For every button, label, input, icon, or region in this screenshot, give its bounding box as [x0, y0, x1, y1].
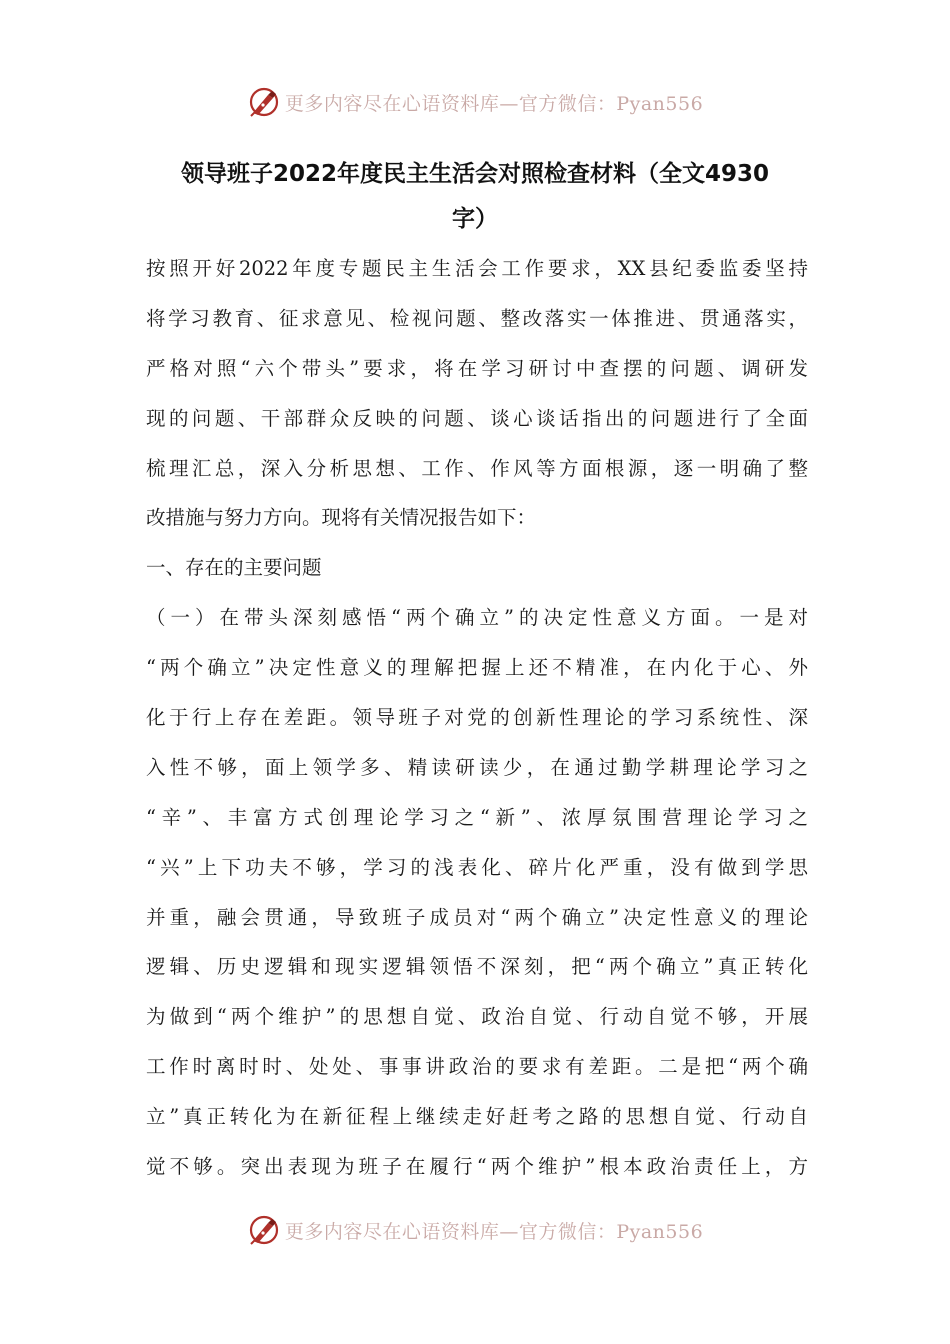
- body-line: 并重，融会贯通，导致班子成员对“两个确立”决定性意义的理论: [146, 905, 808, 929]
- document-title: 领导班子2022年度民主生活会对照检查材料（全文4930: [180, 161, 770, 187]
- body-line: 改措施与努力方向。现将有关情况报告如下：: [146, 506, 537, 530]
- section-heading: 一、存在的主要问题: [146, 556, 322, 580]
- body-line: （一）在带头深刻感悟“两个确立”的决定性意义方面。一是对: [146, 606, 808, 630]
- watermark-text: 更多内容尽在心语资料库—官方微信：Pyan556: [284, 92, 704, 115]
- body-line: 入性不够，面上领学多、精读研读少，在通过勤学耕理论学习之: [146, 755, 808, 779]
- watermark-text: 更多内容尽在心语资料库—官方微信：Pyan556: [284, 1220, 704, 1243]
- body-line: 立”真正转化为在新征程上继续走好赶考之路的思想自觉、行动自: [146, 1105, 808, 1129]
- body-line: 为做到“两个维护”的思想自觉、政治自觉、行动自觉不够，开展: [146, 1005, 808, 1029]
- body-line: 工作时离时时、处处、事事讲政治的要求有差距。二是把“两个确: [146, 1055, 808, 1079]
- body-line: 逻辑、历史逻辑和现实逻辑领悟不深刻，把“两个确立”真正转化: [146, 955, 808, 979]
- body-line: “辛”、丰富方式创理论学习之“新”、浓厚氛围营理论学习之: [146, 805, 808, 829]
- document-title-continuation: 字）: [452, 206, 498, 232]
- body-line: “两个确立”决定性意义的理解把握上还不精准，在内化于心、外: [146, 656, 808, 680]
- document-body: [146, 244, 808, 1192]
- body-line: 将学习教育、征求意见、检视问题、整改落实一体推进、贯通落实，: [146, 306, 808, 330]
- header-watermark: [0, 82, 950, 122]
- body-line: 化于行上存在差距。领导班子对党的创新性理论的学习系统性、深: [146, 706, 808, 730]
- body-line: 梳理汇总，深入分析思想、工作、作风等方面根源，逐一明确了整: [146, 456, 808, 480]
- pen-nib-logo-icon: [247, 85, 281, 119]
- pen-nib-logo-icon: [247, 1213, 281, 1247]
- body-line: 现的问题、干部群众反映的问题、谈心谈话指出的问题进行了全面: [146, 406, 808, 430]
- body-line: “兴”上下功夫不够，学习的浅表化、碎片化严重，没有做到学思: [146, 855, 808, 879]
- footer-watermark: [0, 1210, 950, 1250]
- body-line: 按照开好2022年度专题民主生活会工作要求，XX县纪委监委坚持: [146, 257, 808, 280]
- body-line: 觉不够。突出表现为班子在履行“两个维护”根本政治责任上，方: [146, 1155, 808, 1179]
- body-line: 严格对照“六个带头”要求，将在学习研讨中查摆的问题、调研发: [146, 356, 808, 380]
